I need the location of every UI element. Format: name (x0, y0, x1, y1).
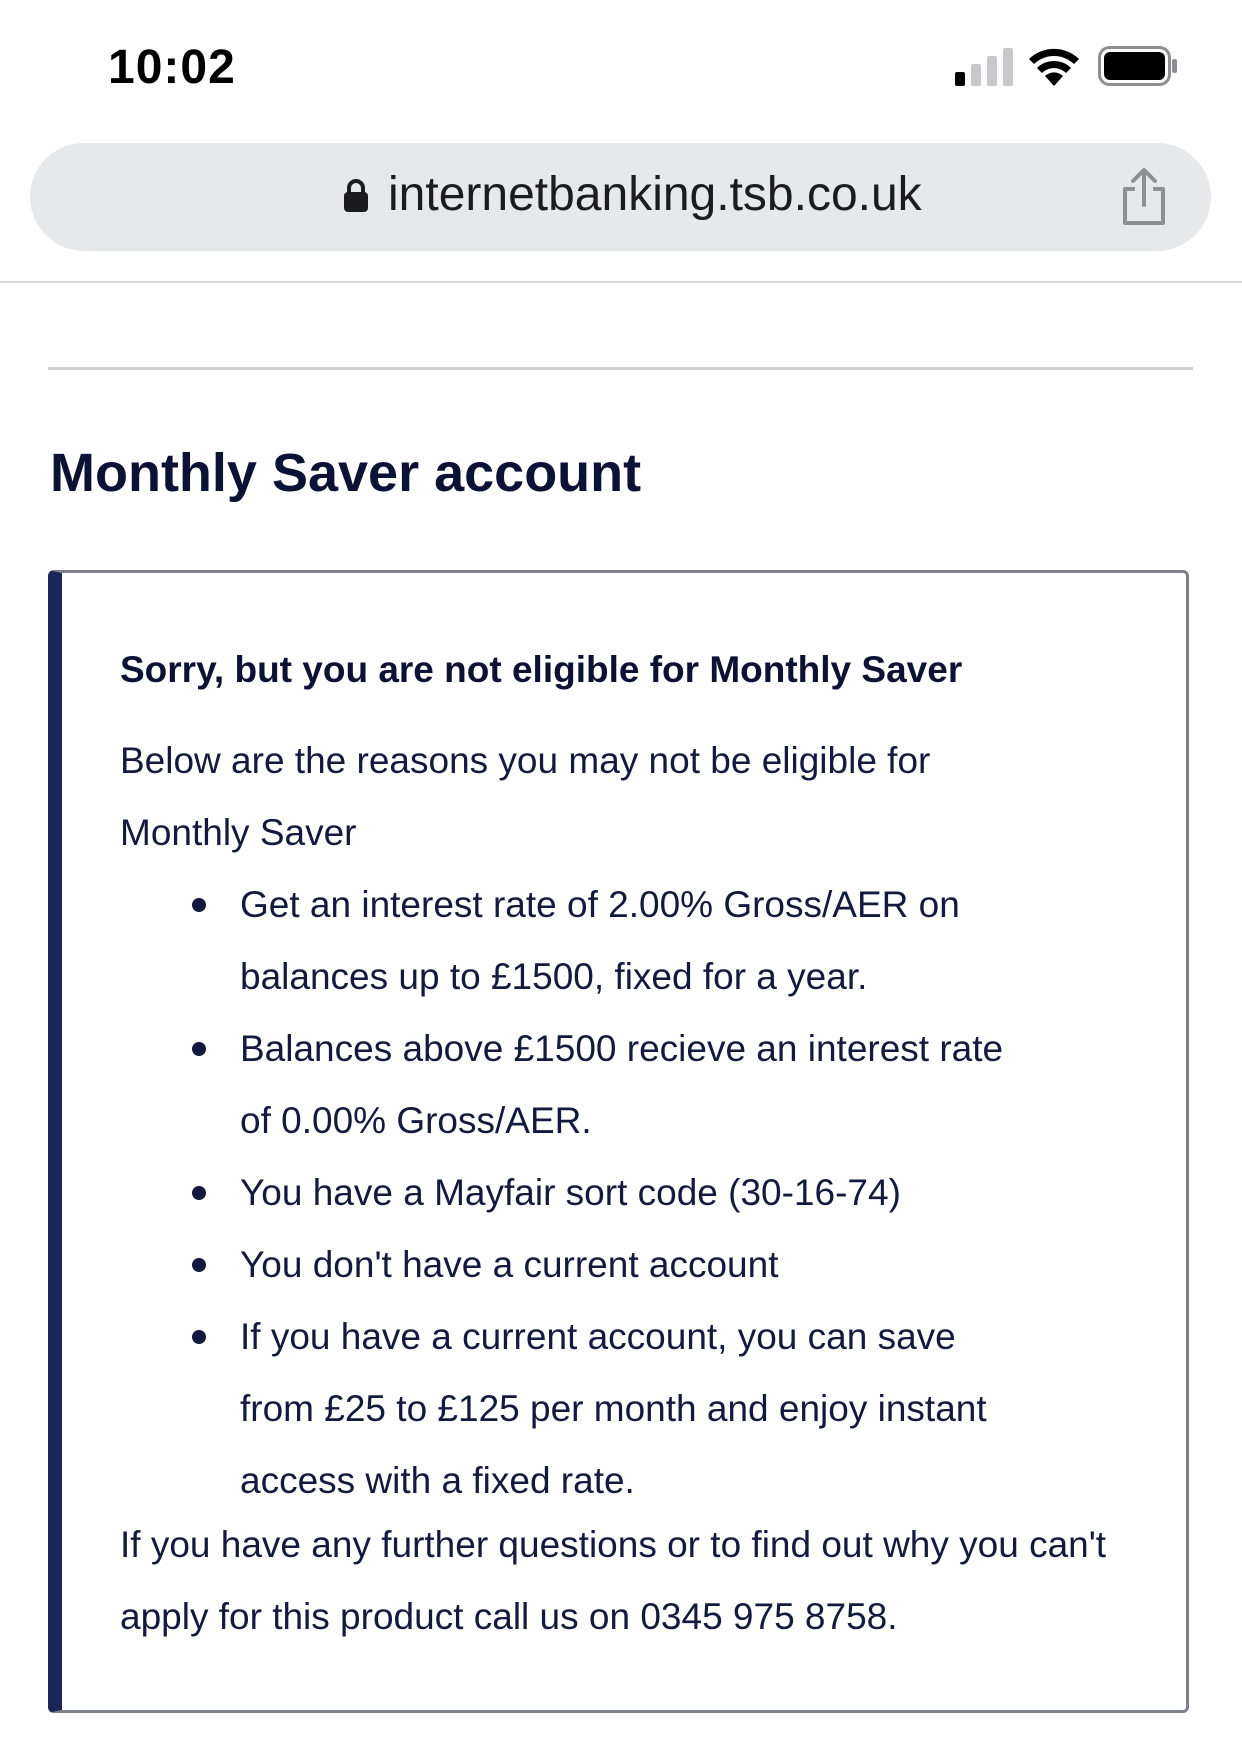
bullet-icon (192, 1186, 206, 1200)
page-title: Monthly Saver account (50, 443, 642, 503)
battery-icon (1098, 46, 1178, 86)
list-item (120, 1229, 1040, 1301)
address-bar[interactable] (30, 143, 1211, 251)
list-item (120, 869, 1040, 1013)
status-time: 10:02 (108, 41, 236, 94)
url-text[interactable]: internetbanking.tsb.co.uk (388, 168, 922, 221)
bullet-icon (192, 1330, 206, 1344)
status-bar (0, 0, 1242, 130)
share-icon[interactable] (1119, 167, 1169, 227)
reason-text: You don't have a current account (240, 1244, 779, 1285)
eligibility-notice (48, 570, 1189, 1713)
reason-text: You have a Mayfair sort code (30-16-74) (240, 1172, 901, 1213)
bullet-icon (192, 1258, 206, 1272)
signal-icon (955, 48, 1013, 86)
reasons-list (120, 869, 1120, 1517)
list-item (120, 1013, 1040, 1157)
section-divider (48, 367, 1193, 370)
bullet-icon (192, 898, 206, 912)
list-item (120, 1301, 1040, 1517)
notice-intro: Below are the reasons you may not be eligible for Monthly Saver (120, 740, 931, 853)
lock-icon (343, 179, 369, 213)
bullet-icon (192, 1042, 206, 1056)
reason-text: Get an interest rate of 2.00% Gross/AER on balances up to £1500, fixed for a year. (240, 884, 960, 997)
notice-heading: Sorry, but you are not eligible for Monthly Saver (120, 649, 963, 690)
browser-header-divider (0, 281, 1242, 283)
wifi-icon (1028, 44, 1080, 86)
reason-text: If you have a current account, you can save from £25 to £125 per month and enjoy instant access with a fixed rate. (240, 1316, 987, 1501)
list-item (120, 1157, 1040, 1229)
notice-footer: If you have any further questions or to find out why you can't apply for this product call us on 0345 975 8758. (120, 1524, 1107, 1637)
reason-text: Balances above £1500 recieve an interest rate of 0.00% Gross/AER. (240, 1028, 1004, 1141)
